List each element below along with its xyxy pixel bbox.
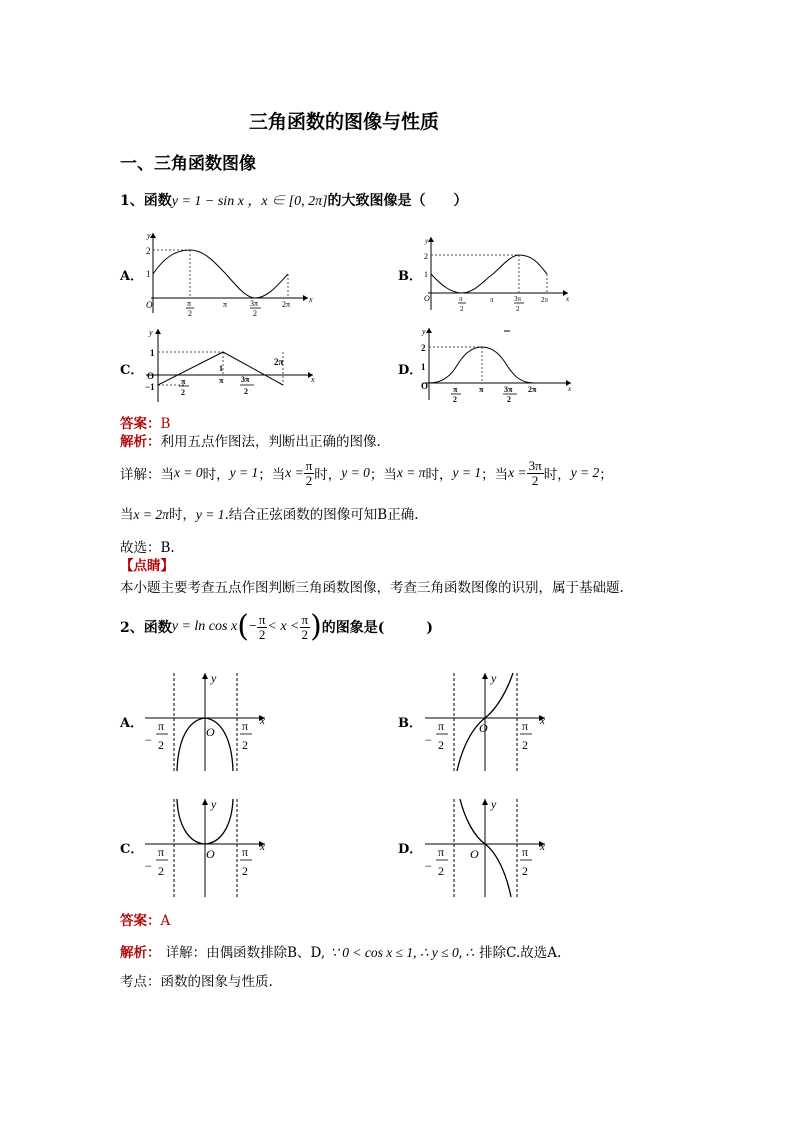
tick-3pi-half: 3π	[241, 375, 250, 384]
q1-analysis	[120, 430, 381, 450]
detail-text: 时，	[314, 467, 342, 483]
fraction-pi-half	[257, 613, 268, 642]
q2-option-a-label: A．	[120, 716, 144, 731]
answer-label: 答案：	[120, 416, 161, 432]
tick-den: 2	[188, 309, 192, 316]
tick-pi: π	[219, 376, 224, 385]
detail-text: ；当	[258, 467, 286, 483]
detail-math: y = 1	[195, 507, 225, 522]
question-2-tail: 的图象是( )	[321, 620, 434, 636]
tick-3pi-half: 3π	[504, 385, 513, 394]
analysis-tail: 排除C.故选A.	[479, 945, 562, 961]
tick-pi: π	[438, 845, 445, 859]
tick-2: 2	[421, 343, 426, 353]
q1-detail-line-1	[120, 453, 613, 493]
detail-math: x = 2π	[133, 507, 169, 522]
question-1-expression: y = 1 − sin x ，x ∈ [0, 2π]	[171, 194, 328, 209]
tick-pi: π	[479, 385, 484, 394]
tick-neg-1: −1	[145, 382, 155, 392]
detail-text: 时，	[168, 507, 196, 523]
tick-3pi-half: 3π	[250, 299, 259, 308]
detail-text: 详解：当	[120, 467, 174, 483]
axis-x: x	[566, 295, 570, 303]
tick-1: 1	[150, 348, 155, 358]
tick-pi: π	[158, 719, 165, 733]
q2-option-c-label: C．	[120, 842, 144, 857]
tick-den: 2	[438, 738, 444, 752]
tick-den: 2	[522, 738, 528, 752]
origin: O	[147, 371, 155, 381]
detail-text: 时，	[543, 467, 571, 483]
q2-analysis	[120, 941, 561, 961]
minus-sign: −	[248, 619, 257, 634]
axis-y: y	[422, 327, 426, 336]
fraction-pi-half	[304, 459, 315, 488]
origin: O	[421, 381, 429, 391]
tick-den: 2	[516, 305, 520, 313]
q2-graph-c	[140, 794, 270, 899]
detail-text: ；当	[481, 467, 509, 483]
tick-den: 2	[242, 864, 248, 878]
tick-1: 1	[421, 362, 426, 372]
tick-2: 2	[146, 246, 151, 256]
paren-close: )	[310, 609, 322, 644]
question-2-stem	[120, 607, 433, 647]
tick-pi-half: π	[459, 295, 463, 303]
minus-sign: −	[425, 733, 432, 747]
section-heading: 一、三角函数图像	[120, 154, 256, 174]
q1-graph-c	[143, 327, 318, 407]
axis-x: x	[540, 715, 545, 727]
q2-kaodian: 考点：函数的图象与性质.	[120, 974, 273, 990]
denominator: 2	[305, 472, 313, 488]
q1-graph-b	[423, 235, 573, 317]
tick-den: 2	[244, 387, 248, 396]
tick-pi: π	[490, 296, 494, 304]
tick-pi-half: π	[453, 385, 458, 394]
tick-den: 2	[181, 388, 185, 397]
q1-answer	[120, 412, 170, 432]
tick-2: 2	[424, 252, 428, 261]
tick-pi-half: π	[187, 299, 192, 308]
answer-label: 答案：	[120, 913, 161, 929]
axis-y: y	[149, 328, 153, 337]
detail-math: y = 1	[229, 465, 259, 480]
tick-den: 2	[460, 305, 464, 313]
tick-pi: π	[522, 719, 529, 733]
detail-text: 当	[120, 507, 134, 523]
axis-y: y	[491, 671, 497, 685]
detail-math: y = 0	[341, 465, 370, 480]
minus-sign: −	[145, 859, 152, 873]
denominator: 2	[258, 626, 266, 642]
denominator: 2	[531, 472, 539, 488]
tick-den: 2	[453, 395, 457, 404]
tick-3pi-half: 3π	[514, 295, 522, 303]
minus-sign: −	[425, 859, 432, 873]
tick-pi: π	[223, 300, 228, 309]
q2-option-b-label: B．	[398, 716, 422, 731]
axis-x: x	[311, 375, 315, 384]
tick-den: 2	[507, 395, 511, 404]
question-1-tail: 的大致图像是（ ）	[327, 193, 468, 209]
q1-option-b-label: B．	[398, 269, 422, 284]
range-mid: < x <	[267, 619, 300, 634]
denominator: 2	[301, 626, 309, 642]
question-1-stem	[120, 190, 468, 210]
tick-den: 2	[522, 864, 528, 878]
origin: O	[470, 847, 479, 861]
q1-choose: 故选：B.	[120, 540, 175, 556]
axis-y: y	[211, 797, 217, 811]
q2-graph-a	[140, 668, 270, 773]
origin: O	[146, 300, 153, 310]
analysis-math: ∵ 0 < cos x ≤ 1, ∴ y ≤ 0, ∴	[330, 945, 475, 960]
detail-math: x =	[285, 465, 304, 480]
fraction-3pi-half	[527, 459, 544, 488]
q2-answer	[120, 909, 170, 929]
origin: O	[424, 294, 430, 303]
tick-2pi: 2π	[274, 357, 284, 367]
numerator: 3π	[528, 457, 542, 473]
detail-math: x =	[508, 465, 527, 480]
tick-pi: π	[438, 719, 445, 733]
detail-text: 时，	[425, 467, 453, 483]
tick-1: 1	[424, 270, 428, 279]
tick-pi: π	[158, 845, 165, 859]
question-2-expression: y = ln cos x	[171, 619, 238, 634]
q1-option-a-label: A．	[120, 269, 144, 284]
analysis-text: 详解：由偶函数排除B、D,	[165, 945, 326, 961]
axis-x: x	[540, 841, 545, 853]
q2-graph-d	[420, 794, 550, 899]
tick-1: 1	[146, 269, 151, 279]
axis-y: y	[491, 797, 497, 811]
origin: O	[479, 721, 488, 735]
tick-den: 2	[438, 864, 444, 878]
analysis-label: 解析：	[120, 434, 161, 450]
tick-den: 2	[253, 309, 257, 316]
detail-math: y = 1	[452, 465, 482, 480]
tick-2pi: 2π	[541, 296, 549, 304]
axis-y: y	[425, 237, 429, 245]
paren-open: (	[237, 609, 249, 644]
detail-math: x = 0	[174, 465, 203, 480]
origin: O	[206, 725, 215, 739]
detail-text: .结合正弦函数的图像可知B正确.	[224, 507, 419, 523]
q1-dianjing-text: 本小题主要考查五点作图判断三角函数图像，考查三角函数图像的识别，属于基础题.	[120, 580, 624, 596]
tick-pi: π	[242, 719, 249, 733]
q1-graph-d	[421, 325, 576, 405]
q1-detail-line-2	[120, 503, 419, 523]
axis-x: x	[260, 715, 265, 727]
q1-option-d-label: D．	[398, 363, 423, 378]
q2-option-d-label: D．	[398, 842, 423, 857]
axis-y: y	[211, 671, 217, 685]
tick-pi: π	[242, 845, 249, 859]
detail-text: ；当	[369, 467, 397, 483]
detail-math: x = π	[396, 465, 426, 480]
axis-x: x	[568, 385, 572, 393]
analysis-label: 解析：	[120, 945, 161, 961]
analysis-text: 利用五点作图法，判断出正确的图像.	[160, 434, 381, 450]
minus-sign: −	[145, 733, 152, 747]
q1-option-c-label: C．	[120, 363, 144, 378]
q1-dianjing-label: 【点睛】	[120, 558, 174, 574]
q1-graph-a	[143, 228, 313, 316]
tick-2pi: 2π	[282, 300, 291, 309]
question-1-number: 1、函数	[120, 193, 172, 209]
q2-graph-b	[420, 668, 550, 773]
answer-value: B	[160, 416, 171, 432]
origin: O	[206, 847, 215, 861]
tick-1b: 1	[219, 364, 223, 373]
tick-pi-half: π	[181, 377, 186, 386]
tick-den: 2	[242, 738, 248, 752]
fraction-pi-half	[300, 613, 311, 642]
detail-text: ；	[599, 467, 613, 483]
detail-math: y = 2	[570, 465, 600, 480]
detail-text: 时，	[202, 467, 230, 483]
tick-2pi: 2π	[528, 385, 537, 394]
tick-pi: π	[522, 845, 529, 859]
question-2-number: 2、函数	[120, 620, 172, 636]
numerator: π	[258, 611, 266, 627]
tick-den: 2	[158, 738, 164, 752]
answer-value: A	[160, 913, 171, 929]
axis-x: x	[260, 841, 265, 853]
numerator: π	[305, 457, 313, 473]
axis-y: y	[147, 231, 151, 240]
page-title: 三角函数的图像与性质	[249, 111, 440, 133]
numerator: π	[301, 611, 309, 627]
axis-x: x	[309, 295, 313, 304]
tick-den: 2	[158, 864, 164, 878]
